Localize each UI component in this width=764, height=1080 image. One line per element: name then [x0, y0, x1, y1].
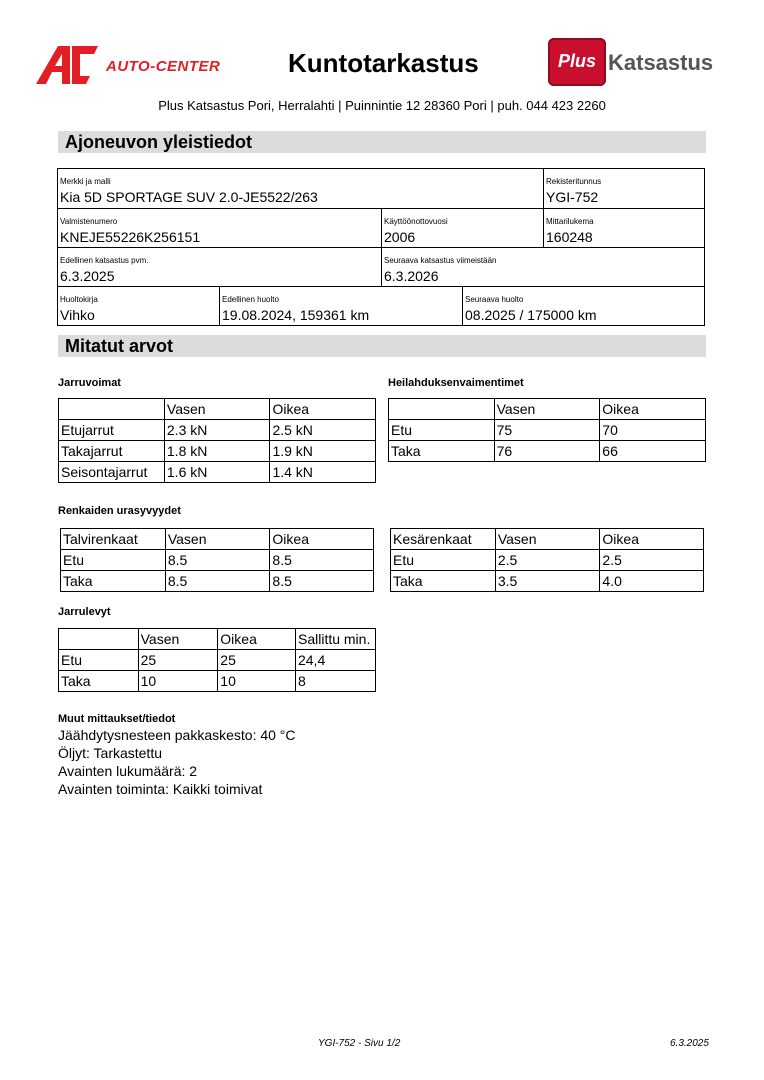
- table-header-cell: Talvirenkaat: [61, 529, 166, 550]
- table-cell: 8.5: [270, 571, 374, 592]
- table-cell: 2.5 kN: [270, 420, 376, 441]
- table-cell: 25: [218, 650, 296, 671]
- section-measured-header: [58, 335, 706, 357]
- table-row: [61, 550, 374, 571]
- summer-tires-table: [390, 528, 704, 592]
- table-header-cell: Vasen: [165, 529, 270, 550]
- table-cell: 2.3 kN: [164, 420, 270, 441]
- misc-line: Avainten toiminta: Kaikki toimivat: [58, 781, 263, 797]
- table-cell: Taka: [61, 571, 166, 592]
- plus-logo-box: [548, 38, 606, 86]
- next-inspection-label: Seuraava katsastus viimeistään: [384, 256, 497, 265]
- prev-inspection-cell: [58, 248, 382, 287]
- table-cell: 1.4 kN: [270, 462, 376, 483]
- make-model-value: Kia 5D SPORTAGE SUV 2.0-JE5522/263: [60, 189, 318, 205]
- table-header-cell: Oikea: [270, 399, 376, 420]
- brakes-title: Jarruvoimat: [58, 377, 121, 389]
- section-general-title: Ajoneuvon yleistiedot: [65, 132, 253, 152]
- table-cell: 3.5: [495, 571, 600, 592]
- first-use-year-value: 2006: [384, 229, 416, 245]
- table-header-cell: [59, 629, 139, 650]
- service-book-value: Vihko: [60, 307, 95, 323]
- table-cell: Etu: [59, 650, 139, 671]
- table-row: [389, 420, 706, 441]
- table-header-cell: Oikea: [600, 529, 704, 550]
- discs-title: Jarrulevyt: [58, 606, 111, 618]
- brake-discs-table: [58, 628, 376, 692]
- table-cell: 8.5: [165, 571, 270, 592]
- brakes-table: [58, 398, 376, 483]
- prev-inspection-value: 6.3.2025: [60, 268, 115, 284]
- winter-tires-table: [60, 528, 374, 592]
- next-service-label: Seuraava huolto: [465, 295, 524, 304]
- plus-logo-text: Plus: [557, 51, 596, 71]
- table-cell: Etujarrut: [59, 420, 165, 441]
- table-row: [61, 571, 374, 592]
- table-cell: Takajarrut: [59, 441, 165, 462]
- station-address: Plus Katsastus Pori, Herralahti | Puinnintie 12 28360 Pori | puh. 044 423 2260: [158, 98, 606, 113]
- shocks-table: [388, 398, 706, 462]
- table-cell: 2.5: [600, 550, 704, 571]
- table-cell: 8: [295, 671, 375, 692]
- table-header-cell: Vasen: [138, 629, 218, 650]
- table-cell: 1.6 kN: [164, 462, 270, 483]
- table-cell: Taka: [389, 441, 495, 462]
- make-model-label: Merkki ja malli: [60, 177, 111, 186]
- table-cell: 10: [218, 671, 296, 692]
- vin-cell: [58, 209, 382, 248]
- vin-value: KNEJE55226K256151: [60, 229, 201, 245]
- table-header-cell: Vasen: [164, 399, 270, 420]
- table-cell: Taka: [391, 571, 496, 592]
- table-header-row: [59, 399, 376, 420]
- table-cell: Etu: [391, 550, 496, 571]
- table-row: [391, 550, 704, 571]
- table-cell: 10: [138, 671, 218, 692]
- table-header-cell: Oikea: [600, 399, 706, 420]
- table-header-cell: [389, 399, 495, 420]
- table-header-cell: Vasen: [494, 399, 600, 420]
- odometer-value: 160248: [546, 229, 593, 245]
- table-header-row: [389, 399, 706, 420]
- next-inspection-cell: [382, 248, 704, 287]
- table-header-cell: Vasen: [495, 529, 600, 550]
- footer-page-number: YGI-752 - Sivu 1/2: [318, 1038, 401, 1049]
- prev-inspection-label: Edellinen katsastus pvm.: [60, 256, 149, 265]
- table-row: [59, 420, 376, 441]
- table-cell: 70: [600, 420, 706, 441]
- shocks-title: Heilahduksenvaimentimet: [388, 377, 524, 389]
- service-book-label: Huoltokirja: [60, 295, 98, 304]
- table-cell: 1.8 kN: [164, 441, 270, 462]
- document-title: Kuntotarkastus: [288, 48, 479, 78]
- table-header-cell: Kesärenkaat: [391, 529, 496, 550]
- table-cell: 1.9 kN: [270, 441, 376, 462]
- table-cell: 8.5: [270, 550, 374, 571]
- first-use-year-cell: [382, 209, 544, 248]
- next-inspection-value: 6.3.2026: [384, 268, 439, 284]
- registration-cell: [544, 169, 704, 209]
- registration-label: Rekisteritunnus: [546, 177, 602, 186]
- table-header-cell: Sallittu min.: [295, 629, 375, 650]
- table-cell: 8.5: [165, 550, 270, 571]
- table-cell: Etu: [389, 420, 495, 441]
- table-cell: 25: [138, 650, 218, 671]
- auto-center-logo: [36, 44, 226, 86]
- table-header-cell: Oikea: [218, 629, 296, 650]
- table-header-cell: [59, 399, 165, 420]
- vehicle-info-box: [57, 168, 705, 326]
- odometer-cell: [544, 209, 704, 248]
- table-row: [59, 671, 376, 692]
- make-model-cell: [58, 169, 544, 209]
- table-cell: 66: [600, 441, 706, 462]
- table-cell: Taka: [59, 671, 139, 692]
- auto-center-logo-text: AUTO-CENTER: [106, 58, 221, 75]
- misc-title: Muut mittaukset/tiedot: [58, 713, 176, 725]
- prev-service-cell: [220, 287, 463, 325]
- table-header-row: [61, 529, 374, 550]
- tires-title: Renkaiden urasyvyydet: [58, 505, 181, 517]
- table-cell: 24,4: [295, 650, 375, 671]
- table-cell: 75: [494, 420, 600, 441]
- table-cell: 76: [494, 441, 600, 462]
- plus-katsastus-logo: [548, 38, 728, 88]
- table-header-row: [59, 629, 376, 650]
- table-cell: Etu: [61, 550, 166, 571]
- next-service-cell: [463, 287, 704, 325]
- service-book-cell: [58, 287, 220, 325]
- misc-line: Jäähdytysnesteen pakkaskesto: 40 °C: [58, 727, 296, 743]
- first-use-year-label: Käyttöönottovuosi: [384, 217, 448, 226]
- misc-line: Öljyt: Tarkastettu: [58, 745, 163, 761]
- table-header-row: [391, 529, 704, 550]
- section-general-header: [58, 131, 706, 153]
- section-measured-title: Mitatut arvot: [65, 336, 173, 356]
- registration-value: YGI-752: [546, 189, 599, 205]
- table-cell: 4.0: [600, 571, 704, 592]
- prev-service-label: Edellinen huolto: [222, 295, 279, 304]
- vin-label: Valmistenumero: [60, 217, 118, 226]
- footer-date: 6.3.2025: [670, 1038, 709, 1049]
- katsastus-logo-text: Katsastus: [608, 50, 714, 75]
- odometer-label: Mittarilukema: [546, 217, 594, 226]
- table-cell: Seisontajarrut: [59, 462, 165, 483]
- prev-service-value: 19.08.2024, 159361 km: [222, 307, 370, 323]
- table-row: [59, 441, 376, 462]
- table-row: [59, 462, 376, 483]
- next-service-value: 08.2025 / 175000 km: [465, 307, 597, 323]
- auto-center-logo-mark: [36, 44, 116, 86]
- misc-line: Avainten lukumäärä: 2: [58, 763, 198, 779]
- table-header-cell: Oikea: [270, 529, 374, 550]
- table-row: [391, 571, 704, 592]
- table-row: [389, 441, 706, 462]
- table-cell: 2.5: [495, 550, 600, 571]
- table-row: [59, 650, 376, 671]
